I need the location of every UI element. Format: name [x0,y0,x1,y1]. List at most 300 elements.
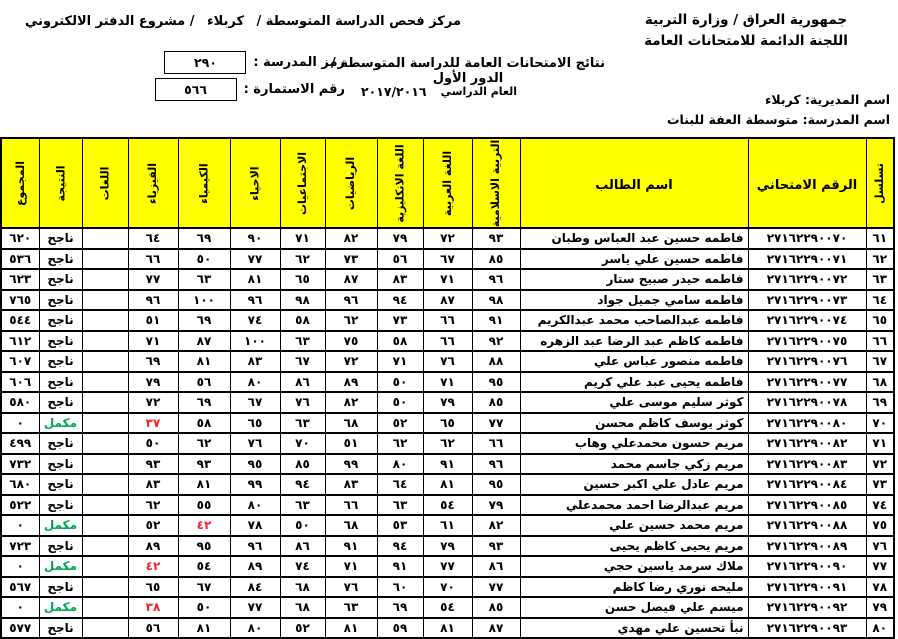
result-cell: ناجح [39,495,82,516]
exam-number-cell: ٢٧١٦٢٢٩٠٠٩٣ [748,618,866,639]
grade-cell: ٧٧ [423,556,472,577]
total-cell: ٠ [1,597,39,618]
government-header [600,10,892,52]
grade-cell: ٨٠ [230,618,280,639]
result-cell: مكمل [39,556,82,577]
grade-cell: ٧٧ [230,249,280,270]
student-name-cell: مريم يحيى كاظم يحيى [520,536,748,557]
exam-center-city: كربلاء [206,14,244,29]
total-cell: ٦١٢ [1,331,39,352]
student-row [1,290,894,311]
grade-cell: ٨٣ [230,351,280,372]
grade-cell: ٩٣ [472,228,520,249]
grade-cell: ٧٦ [280,392,325,413]
grade-cell: ٥٨ [178,413,230,434]
grade-cell: ٩٨ [280,290,325,311]
project-title: / مشروع الدفتر الالكتروني [25,14,195,29]
header-subject-english: اللغة الانكليزية [377,138,423,228]
results-table-body [1,228,894,638]
grade-cell: ٦٦ [472,433,520,454]
grade-cell: ٩٦ [230,536,280,557]
grade-cell: ٦٩ [377,597,423,618]
grade-cell: ٩٢ [472,331,520,352]
exam-number-cell: ٢٧١٦٢٢٩٠٠٨٨ [748,515,866,536]
grade-cell: ٣٧ [128,413,178,434]
grade-cell: ٨١ [325,618,377,639]
grade-cell: ٨٩ [128,536,178,557]
student-name-cell: مريم حسون محمدعلي وهاب [520,433,748,454]
grade-cell: ٣٨ [128,597,178,618]
grade-cell: ٦٦ [128,249,178,270]
grade-cell: ٩٩ [230,474,280,495]
grade-cell: ٥٦ [178,372,230,393]
grade-cell: ٧٥ [325,331,377,352]
student-row [1,372,894,393]
grade-cell: ٨٧ [423,290,472,311]
student-row [1,556,894,577]
grade-cell: ٦٢ [325,310,377,331]
grade-cell: ٥٤ [423,495,472,516]
student-row [1,515,894,536]
grade-cell: ٥٨ [377,331,423,352]
grade-cell [82,310,128,331]
grade-cell: ٦٣ [280,495,325,516]
grade-cell [82,597,128,618]
grade-cell: ٦٤ [128,228,178,249]
student-row [1,331,894,352]
grade-cell: ٨٠ [377,454,423,475]
grade-cell: ٨١ [178,351,230,372]
grade-cell: ٧٩ [423,536,472,557]
grade-cell: ٤٢ [128,556,178,577]
grade-cell: ٧٦ [325,577,377,598]
ministry-line: جمهورية العراق / وزارة التربية [644,12,848,28]
grade-cell [82,331,128,352]
serial-cell: ٦٤ [866,290,894,311]
exam-number-cell: ٢٧١٦٢٢٩٠٠٧٦ [748,351,866,372]
grade-cell: ٧٨ [230,515,280,536]
total-cell: ٦٢٠ [1,228,39,249]
exam-number-cell: ٢٧١٦٢٢٩٠٠٩٠ [748,556,866,577]
grade-cell: ٧١ [325,556,377,577]
grade-cell: ٦٩ [178,392,230,413]
grade-cell: ٧٧ [472,577,520,598]
grade-cell: ٨٩ [325,372,377,393]
student-name-cell: مريم محمد حسين علي [520,515,748,536]
header-serial: تسلسل [866,138,894,228]
serial-cell: ٦٥ [866,310,894,331]
grade-cell: ٨٦ [280,536,325,557]
grade-cell: ٦٢ [128,495,178,516]
grade-cell: ٥٥ [178,495,230,516]
serial-cell: ٨٠ [866,618,894,639]
grade-cell: ٧٢ [423,228,472,249]
student-name-cell: فاطمه حيدر صبيح ستار [520,269,748,290]
grade-cell: ٨١ [178,474,230,495]
total-cell: ٥٢٢ [1,495,39,516]
grade-cell: ٨٥ [280,454,325,475]
grade-cell: ٥٤ [178,556,230,577]
grade-cell: ٨٥ [472,249,520,270]
header-subject-biology: الاحياء [230,138,280,228]
grade-cell: ٦٥ [128,577,178,598]
grade-cell: ٦٦ [423,310,472,331]
serial-cell: ٦٦ [866,331,894,352]
result-cell: ناجح [39,474,82,495]
result-cell: ناجح [39,269,82,290]
grade-cell [82,372,128,393]
student-row [1,228,894,249]
grade-cell: ٦٣ [280,331,325,352]
grade-cell: ٦٣ [377,495,423,516]
grade-cell: ١٠٠ [178,290,230,311]
grade-cell: ٨٥ [472,597,520,618]
exam-number-cell: ٢٧١٦٢٢٩٠٠٨٤ [748,474,866,495]
grade-cell: ٥٢ [128,515,178,536]
header-subject-languages: اللغات [82,138,128,228]
grade-cell: ٨٧ [178,331,230,352]
grade-cell [82,556,128,577]
header-subject-islamic: التربية الاسلامية [472,138,520,228]
exam-number-cell: ٢٧١٦٢٢٩٠٠٧٤ [748,310,866,331]
grade-cell: ٥٢ [280,618,325,639]
header-total: المجموع [1,138,39,228]
grade-cell [82,269,128,290]
grade-cell: ٦٧ [178,577,230,598]
student-name-cell: فاطمه منصور عباس علي [520,351,748,372]
school-name: اسم المدرسة: متوسطة العفة للبنات [666,112,890,127]
grade-cell: ٧٦ [230,433,280,454]
result-cell: ناجح [39,536,82,557]
grade-cell: ٦٩ [178,310,230,331]
grade-cell: ٩٦ [472,454,520,475]
grade-cell: ٨٧ [472,618,520,639]
total-cell: ٥٤٤ [1,310,39,331]
serial-cell: ٧٣ [866,474,894,495]
total-cell: ٠ [1,515,39,536]
result-cell: ناجح [39,228,82,249]
exam-number-cell: ٢٧١٦٢٢٩٠٠٨٠ [748,413,866,434]
result-cell: ناجح [39,392,82,413]
student-name-cell: فاطمه حسين علي ياسر [520,249,748,270]
total-cell: ٧٦٥ [1,290,39,311]
student-row [1,536,894,557]
grade-cell: ٦٨ [325,413,377,434]
grade-cell: ٦٩ [128,351,178,372]
serial-cell: ٧٤ [866,495,894,516]
grade-cell [82,515,128,536]
student-row [1,454,894,475]
grade-cell [82,290,128,311]
grade-cell: ٩٦ [230,290,280,311]
grade-cell [82,454,128,475]
grade-cell: ٦٣ [280,413,325,434]
grade-cell [82,228,128,249]
student-row [1,310,894,331]
grade-cell: ٥٠ [178,249,230,270]
exam-number-cell: ٢٧١٦٢٢٩٠٠٧٢ [748,269,866,290]
grade-cell: ٩٦ [472,269,520,290]
grade-cell: ٥٣ [377,515,423,536]
grade-cell: ٩٣ [178,454,230,475]
grade-cell: ٩٤ [280,474,325,495]
result-cell: ناجح [39,618,82,639]
school-code-value: ٢٩٠ [164,51,246,74]
grade-cell: ٥١ [128,310,178,331]
serial-cell: ٧٨ [866,577,894,598]
grade-cell: ٩٥ [230,454,280,475]
student-row [1,413,894,434]
grade-cell: ٦٢ [280,249,325,270]
exam-number-cell: ٢٧١٦٢٢٩٠٠٧٨ [748,392,866,413]
grade-cell: ٨٣ [128,474,178,495]
grade-cell: ٨٢ [472,515,520,536]
grade-cell: ٦٥ [230,413,280,434]
serial-cell: ٧١ [866,433,894,454]
grade-cell [82,536,128,557]
student-name-cell: فاطمه حسين عبد العباس وطبان [520,228,748,249]
grade-cell: ٥٤ [423,597,472,618]
grade-cell [82,351,128,372]
exam-number-cell: ٢٧١٦٢٢٩٠٠٨٥ [748,495,866,516]
grade-cell [82,392,128,413]
grade-cell: ١٠٠ [230,331,280,352]
student-row [1,392,894,413]
total-cell: ٥٨٠ [1,392,39,413]
serial-cell: ٦٣ [866,269,894,290]
grade-cell: ٦٥ [423,413,472,434]
student-name-cell: فاطمه يحيى عبد علي كريم [520,372,748,393]
exam-center-title: مركز فحص الدراسة المتوسطة / [256,14,461,29]
academic-year-value: ٢٠١٧/٢٠١٦ [360,84,427,99]
result-cell: مكمل [39,515,82,536]
grade-cell: ٧٩ [377,228,423,249]
grade-cell: ٧٩ [128,372,178,393]
grade-cell: ٩٨ [472,290,520,311]
student-name-cell: فاطمه سامي جميل جواد [520,290,748,311]
total-cell: ٧٢٣ [1,536,39,557]
result-cell: ناجح [39,249,82,270]
student-name-cell: فاطمه كاظم عبد الرضا عبد الزهره [520,331,748,352]
grade-cell: ٦٨ [280,597,325,618]
grade-cell [82,433,128,454]
grade-cell: ٦٦ [423,331,472,352]
grade-cell: ٧٢ [128,392,178,413]
grade-cell: ٦٢ [178,433,230,454]
total-cell: ٦٨٠ [1,474,39,495]
serial-cell: ٦١ [866,228,894,249]
grade-cell: ٦٧ [423,249,472,270]
grade-cell: ٦٣ [178,269,230,290]
grade-cell: ٨١ [423,618,472,639]
grade-cell: ٧٠ [280,433,325,454]
serial-cell: ٧٠ [866,413,894,434]
grade-cell [82,495,128,516]
student-name-cell: كوثر سليم موسى علي [520,392,748,413]
grade-cell: ٩٤ [377,536,423,557]
exam-number-cell: ٢٧١٦٢٢٩٠٠٧٣ [748,290,866,311]
grade-cell: ٨٣ [377,269,423,290]
grade-cell: ٩١ [377,556,423,577]
student-row [1,495,894,516]
grade-cell: ٥٩ [377,618,423,639]
grade-cell: ٧١ [423,269,472,290]
grade-cell: ٩٩ [325,454,377,475]
exam-number-cell: ٢٧١٦٢٢٩٠٠٨٢ [748,433,866,454]
results-title: نتائج الامتحانات العامة للدراسة المتوسطة / الدور الأول [331,56,605,86]
grade-cell [82,474,128,495]
serial-cell: ٧٦ [866,536,894,557]
student-name-cell: فاطمه عبدالصاحب محمد عبدالكريم [520,310,748,331]
student-row [1,577,894,598]
grade-cell: ٧٧ [230,597,280,618]
grade-cell: ٧٢ [325,351,377,372]
grade-cell: ٧١ [128,331,178,352]
serial-cell: ٦٩ [866,392,894,413]
exam-number-cell: ٢٧١٦٢٢٩٠٠٧٥ [748,331,866,352]
header-subject-physics: الفيزياء [128,138,178,228]
grade-cell: ٦٨ [325,515,377,536]
student-row [1,433,894,454]
exam-number-cell: ٢٧١٦٢٢٩٠٠٧١ [748,249,866,270]
total-cell: ٥٧٧ [1,618,39,639]
grade-cell: ٩١ [325,536,377,557]
school-code-label: رمز المدرسة : [253,55,345,70]
grade-cell: ٥٨ [280,310,325,331]
exam-number-cell: ٢٧١٦٢٢٩٠٠٩٢ [748,597,866,618]
grade-cell: ٨٥ [472,392,520,413]
grade-cell: ٦٢ [423,433,472,454]
school-code-row [155,51,345,74]
directorate-name: اسم المديرية: كربلاء [764,92,890,107]
result-cell: ناجح [39,310,82,331]
grade-cell: ٨٧ [325,269,377,290]
grade-cell: ٦٥ [280,269,325,290]
grade-cell: ٦٧ [230,392,280,413]
total-cell: ٥٣٦ [1,249,39,270]
grade-cell: ٩٦ [128,290,178,311]
form-number-label: رقم الاستمارة : [243,82,345,97]
grade-cell [82,249,128,270]
results-table [0,137,895,639]
header-subject-math: الرياضيات [325,138,377,228]
grade-cell: ٨٨ [472,351,520,372]
header-result: النتيجة [39,138,82,228]
grade-cell: ٩٥ [472,474,520,495]
grade-cell: ٩٠ [230,228,280,249]
grade-cell: ٧٦ [423,351,472,372]
grade-cell: ٩٥ [178,536,230,557]
form-number-row [155,78,345,101]
student-row [1,269,894,290]
student-row [1,249,894,270]
total-cell: ٥٦٧ [1,577,39,598]
header-exam-number: الرقم الامتحاني [748,138,866,228]
exam-number-cell: ٢٧١٦٢٢٩٠٠٨٣ [748,454,866,475]
student-row [1,474,894,495]
grade-cell: ٦٣ [325,597,377,618]
grade-cell: ٨١ [423,474,472,495]
grade-cell: ٨٢ [325,392,377,413]
serial-cell: ٧٩ [866,597,894,618]
grade-cell: ٧٩ [472,495,520,516]
grade-cell: ٦١ [423,515,472,536]
grade-cell [82,577,128,598]
serial-cell: ٧٥ [866,515,894,536]
student-name-cell: كوثر يوسف كاظم محسن [520,413,748,434]
grade-cell: ٧١ [423,372,472,393]
student-name-cell: مريم عبدالرضا احمد محمدعلي [520,495,748,516]
total-cell: ٦٠٧ [1,351,39,372]
student-name-cell: ميسم علي فيصل حسن [520,597,748,618]
grade-cell: ٥٠ [377,372,423,393]
student-row [1,618,894,639]
grade-cell: ٨٦ [280,372,325,393]
grade-cell: ٧١ [377,351,423,372]
total-cell: ٧٣٢ [1,454,39,475]
grade-cell: ٦٦ [325,495,377,516]
grade-cell: ٨٣ [325,474,377,495]
grade-cell: ٦٢ [377,433,423,454]
grade-cell: ٥٦ [377,249,423,270]
header-subject-social: الاجتماعيات [280,138,325,228]
result-cell: ناجح [39,351,82,372]
result-cell: مكمل [39,597,82,618]
grade-cell: ٧٣ [325,249,377,270]
student-name-cell: نبأ تحسين علي مهدي [520,618,748,639]
total-cell: ٠ [1,413,39,434]
exam-number-cell: ٢٧١٦٢٢٩٠٠٩١ [748,577,866,598]
grade-cell: ٦٠ [377,577,423,598]
grade-cell: ٥٦ [128,618,178,639]
student-row [1,597,894,618]
grade-cell: ٨٢ [325,228,377,249]
grade-cell: ٥٠ [178,597,230,618]
grade-cell: ٨١ [178,618,230,639]
grade-cell: ٨٠ [230,372,280,393]
grade-cell: ٩٥ [472,372,520,393]
grade-cell: ٨٦ [472,556,520,577]
result-cell: ناجح [39,331,82,352]
academic-year-line [361,84,517,99]
student-name-cell: مريم عادل علي اكبر حسين [520,474,748,495]
grade-cell: ٦٤ [377,474,423,495]
student-name-cell: ملاك سرمد ياسين حجي [520,556,748,577]
exam-number-cell: ٢٧١٦٢٢٩٠٠٧٧ [748,372,866,393]
result-cell: ناجح [39,577,82,598]
grade-cell: ٥٢ [377,413,423,434]
result-cell: ناجح [39,454,82,475]
grade-cell: ٦٨ [280,577,325,598]
result-cell: ناجح [39,290,82,311]
result-cell: ناجح [39,372,82,393]
grade-cell: ٨٤ [230,577,280,598]
grade-cell: ٧٠ [423,577,472,598]
school-codes-block [155,51,345,105]
student-name-cell: مريم زكي جاسم محمد [520,454,748,475]
grade-cell: ٨٩ [230,556,280,577]
grade-cell: ٩٣ [472,536,520,557]
academic-year-label: العام الدراسي [440,85,517,98]
student-row [1,351,894,372]
grade-cell: ٥٠ [128,433,178,454]
serial-cell: ٦٨ [866,372,894,393]
serial-cell: ٦٧ [866,351,894,372]
header-subject-arabic: اللغة العربية [423,138,472,228]
serial-cell: ٧٢ [866,454,894,475]
serial-cell: ٧٧ [866,556,894,577]
grade-cell: ٧٤ [230,310,280,331]
